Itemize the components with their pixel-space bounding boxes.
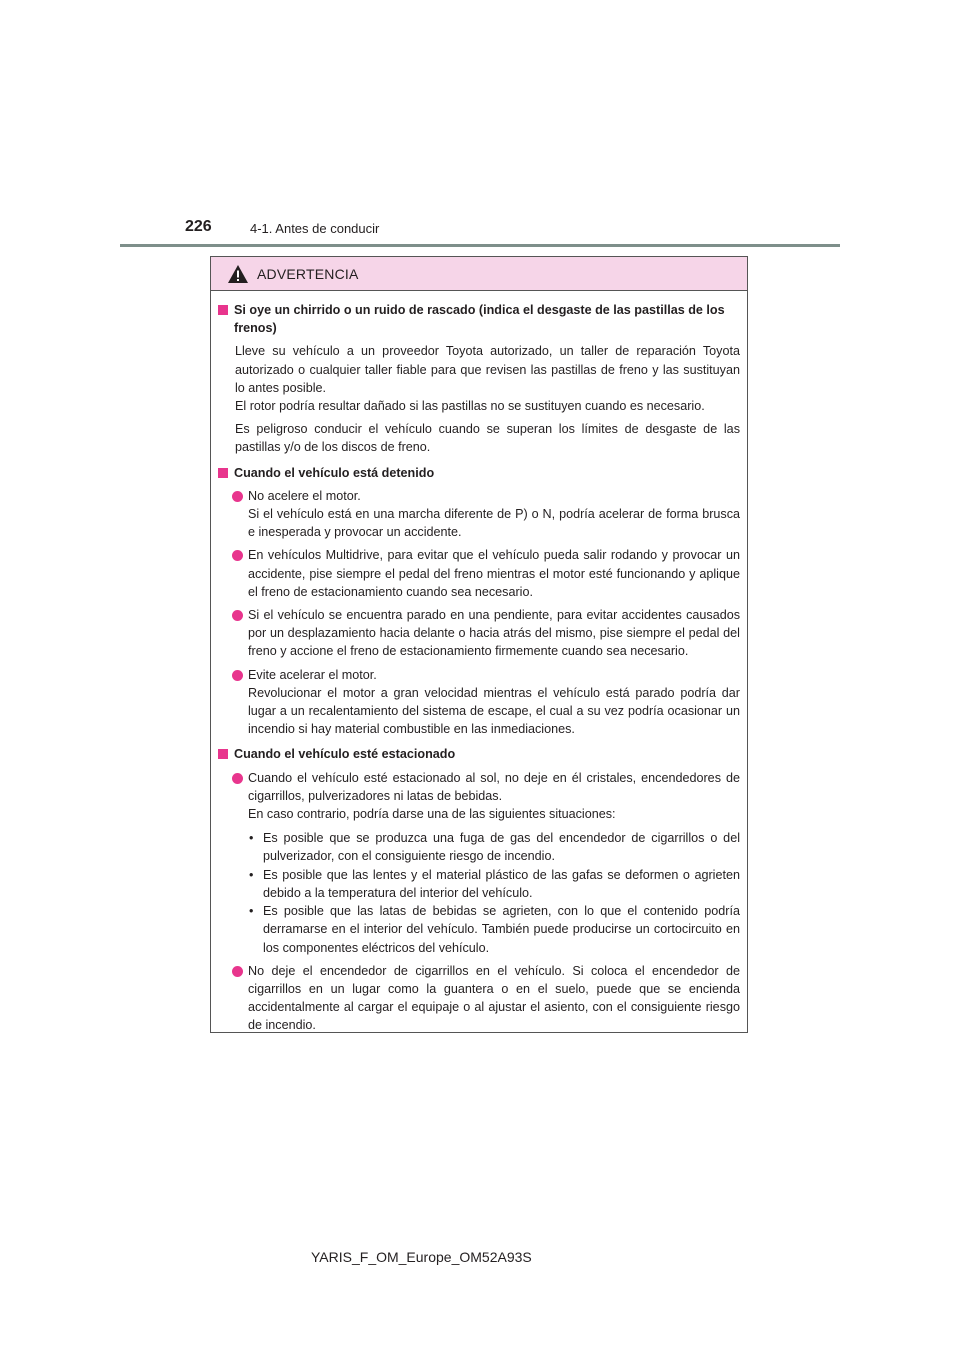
round-bullet-icon — [232, 610, 243, 621]
round-bullet-icon — [232, 550, 243, 561]
square-bullet-icon — [218, 305, 228, 315]
sub-list-item: • Es posible que las lentes y el material plástico de las gafas se deformen o agrieten debido a la temperatura del interior del vehículo. — [249, 867, 740, 900]
square-bullet-icon — [218, 749, 228, 759]
sub-list — [249, 829, 740, 956]
round-bullet-icon — [232, 670, 243, 681]
warning-triangle-icon — [227, 264, 249, 284]
paragraph: Lleve su vehículo a un proveedor Toyota autorizado, un taller de reparación Toyota autorizado o cualquier taller fiable para que revisen las pastillas de freno y las sustituyan lo antes posible. El rotor podría resultar dañado si las pastillas no se sustituyen cuando es necesario. — [235, 344, 740, 414]
section-heading: Si oye un chirrido o un ruido de rascado (indica el desgaste de las pastillas de los frenos) — [218, 301, 740, 337]
section-title: 4-1. Antes de conducir — [250, 221, 380, 236]
list-item: Evite acelerar el motor. Revolucionar el motor a gran velocidad mientras el vehículo está parado podría dar lugar a un recalentamiento del sistema de escape, el cual a su vez podría ocasionar un incendio si hay material combustible en las inmediaciones. — [232, 666, 740, 739]
list-item: En vehículos Multidrive, para evitar que el vehículo pueda salir rodando y provocar un accidente, pise siempre el pedal del freno mientras el motor esté funcionando y aplique el freno de estacionamiento cuando sea necesario. — [232, 546, 740, 601]
sub-list-item: • Es posible que las latas de bebidas se agrieten, con lo que el contenido podría derramarse en el interior del vehículo. También puede producirse un cortocircuito en los componentes eléctricos del vehículo. — [249, 904, 740, 955]
round-bullet-icon — [232, 966, 243, 977]
paragraph: Es peligroso conducir el vehículo cuando se superan los límites de desgaste de las pastillas y/o de los discos de freno. — [235, 422, 740, 455]
page-number: 226 — [185, 218, 212, 235]
warning-title: ADVERTENCIA — [257, 265, 359, 282]
list-item: Cuando el vehículo esté estacionado al sol, no deje en él cristales, encendedores de cigarrillos, pulverizadores ni latas de bebidas. En caso contrario, podría darse una de las siguientes situaciones: — [232, 769, 740, 824]
warning-box — [210, 256, 748, 1033]
round-bullet-icon — [232, 773, 243, 784]
section-heading: Cuando el vehículo está detenido — [218, 464, 740, 482]
warning-content — [211, 291, 747, 1035]
document-code: YARIS_F_OM_Europe_OM52A93S — [311, 1249, 532, 1265]
section-heading: Cuando el vehículo esté estacionado — [218, 745, 740, 763]
round-bullet-icon — [232, 491, 243, 502]
warning-header — [211, 257, 747, 291]
list-item: No deje el encendedor de cigarrillos en el vehículo. Si coloca el encendedor de cigarrillos en un lugar como la guantera o en el suelo, puede que se encienda accidentalmente al cargar el equipaje o al ajustar el asiento, con el consiguiente riesgo de incendio. — [232, 962, 740, 1035]
list-item: Si el vehículo se encuentra parado en una pendiente, para evitar accidentes causados por un desplazamiento hacia delante o hacia atrás del mismo, pise siempre el pedal del freno y accione el freno de estacionamiento firmemente cuando sea necesario. — [232, 606, 740, 661]
sub-list-item: • Es posible que se produzca una fuga de gas del encendedor de cigarrillos o del pulverizador, con el consiguiente riesgo de incendio. — [249, 831, 740, 864]
header-rule — [120, 244, 840, 247]
list-item: No acelere el motor. Si el vehículo está en una marcha diferente de P) o N, podría acelerar de forma brusca e inesperada y provocar un accidente. — [232, 487, 740, 542]
square-bullet-icon — [218, 468, 228, 478]
